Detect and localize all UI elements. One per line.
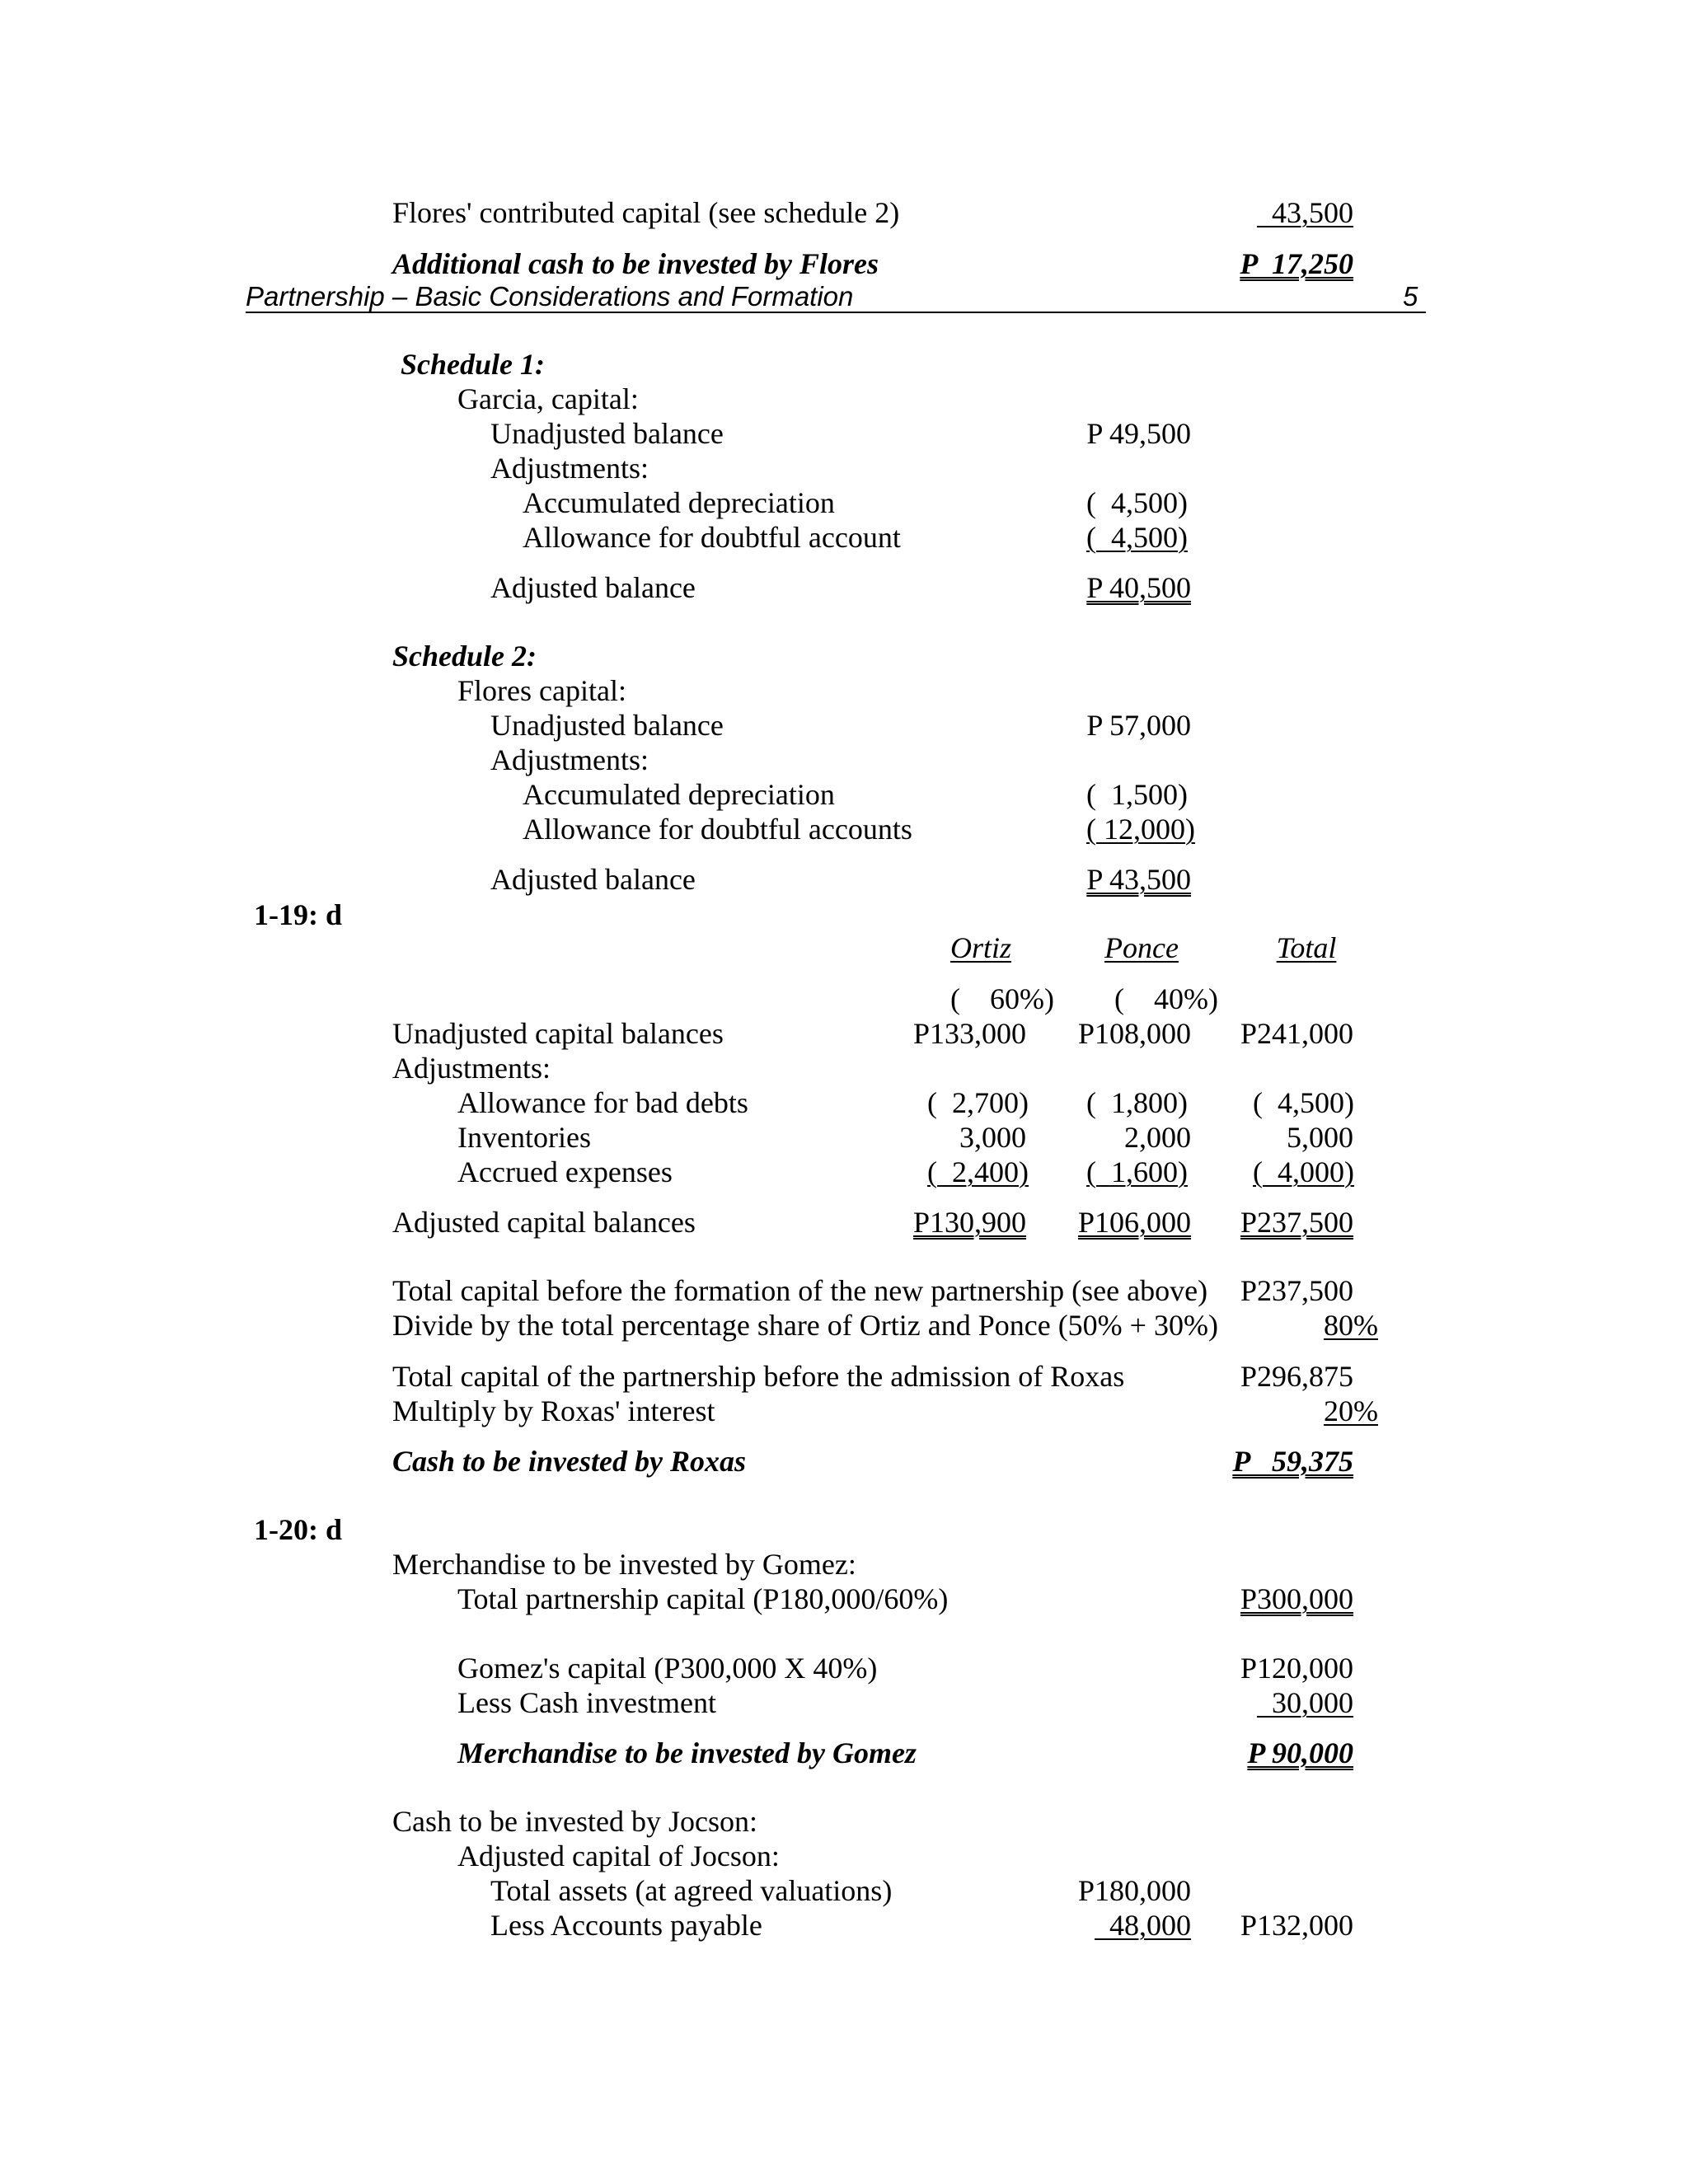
adjustments-label: Adjustments:: [392, 1052, 551, 1085]
divide-label: Divide by the total percentage share of Ortiz and Ponce (50% + 30%): [392, 1309, 1218, 1342]
problem-1-19-label: 1-19: d: [254, 898, 342, 931]
less-cash-value: 30,000: [1257, 1686, 1353, 1719]
schedule1-account: Garcia, capital:: [457, 382, 639, 415]
page-number: 5: [1403, 281, 1418, 312]
accrued-ortiz: ( 2,400): [927, 1155, 1029, 1188]
gomez-capital-label: Gomez's capital (P300,000 X 40%): [457, 1652, 878, 1685]
bad-debts-label: Allowance for bad debts: [457, 1086, 748, 1119]
bad-debts-ortiz: ( 2,700): [927, 1086, 1029, 1119]
problem-1-20-label: 1-20: d: [254, 1513, 342, 1546]
total-capital-label: Total partnership capital (P180,000/60%): [457, 1582, 949, 1615]
adjusted-jocson-label: Adjusted capital of Jocson:: [457, 1840, 780, 1872]
additional-cash-label: Additional cash to be invested by Flores: [392, 247, 879, 280]
adjusted-total: P237,500: [1240, 1206, 1353, 1239]
schedule2-title: Schedule 2:: [392, 640, 537, 673]
accrued-label: Accrued expenses: [457, 1155, 673, 1188]
pct-ortiz: ( 60%): [950, 982, 1054, 1015]
schedule2-account: Flores capital:: [457, 674, 626, 707]
multiply-label: Multiply by Roxas' interest: [392, 1394, 715, 1427]
schedule1-accum-dep-label: Accumulated depreciation: [523, 486, 835, 519]
inventories-ortiz: 3,000: [959, 1121, 1026, 1154]
total-before-value: P237,500: [1240, 1274, 1353, 1307]
adjusted-ponce: P106,000: [1077, 1206, 1191, 1239]
header-rule: [246, 312, 1426, 313]
schedule2-adjusted-value: P 43,500: [1086, 863, 1191, 896]
unadjusted-ortiz: P133,000: [912, 1017, 1026, 1050]
unadjusted-total: P241,000: [1240, 1017, 1353, 1050]
schedule1-adjusted-label: Adjusted balance: [490, 571, 696, 604]
col-ortiz: Ortiz: [950, 931, 1012, 964]
jocson-heading: Cash to be invested by Jocson:: [392, 1805, 757, 1838]
inventories-ponce: 2,000: [1124, 1121, 1191, 1154]
flores-contributed-value: 43,500: [1257, 196, 1353, 229]
multiply-value: 20%: [1324, 1394, 1378, 1427]
total-partnership-label: Total capital of the partnership before the admission of Roxas: [392, 1360, 1125, 1393]
bad-debts-ponce: ( 1,800): [1086, 1086, 1188, 1119]
merch-result-value: P 90,000: [1247, 1736, 1353, 1769]
schedule1-accum-dep-value: ( 4,500): [1086, 486, 1188, 519]
inventories-label: Inventories: [457, 1121, 591, 1154]
additional-cash-value: P 17,250: [1240, 247, 1353, 280]
merch-result-label: Merchandise to be invested by Gomez: [457, 1736, 917, 1769]
schedule2-allowance-label: Allowance for doubtful accounts: [523, 813, 912, 846]
page-header-title: Partnership – Basic Considerations and Formation: [246, 281, 854, 312]
total-assets-value: P180,000: [1077, 1874, 1191, 1907]
schedule1-unadjusted-value: P 49,500: [1086, 417, 1191, 450]
accounts-payable-label: Less Accounts payable: [490, 1909, 762, 1942]
col-total: Total: [1276, 931, 1337, 964]
bad-debts-total: ( 4,500): [1253, 1086, 1354, 1119]
schedule1-unadjusted-label: Unadjusted balance: [490, 417, 724, 450]
schedule1-allowance-value: ( 4,500): [1086, 521, 1188, 554]
total-partnership-value: P296,875: [1240, 1360, 1353, 1393]
accrued-total: ( 4,000): [1253, 1155, 1354, 1188]
accrued-ponce: ( 1,600): [1086, 1155, 1188, 1188]
gomez-capital-value: P120,000: [1240, 1652, 1353, 1685]
schedule2-adjustments-label: Adjustments:: [490, 743, 649, 776]
inventories-total: 5,000: [1287, 1121, 1353, 1154]
schedule2-unadjusted-label: Unadjusted balance: [490, 709, 724, 742]
schedule2-adjusted-label: Adjusted balance: [490, 863, 696, 896]
schedule1-allowance-label: Allowance for doubtful account: [523, 521, 901, 554]
schedule2-accum-dep-value: ( 1,500): [1086, 778, 1188, 811]
schedule1-adjustments-label: Adjustments:: [490, 452, 649, 485]
schedule1-adjusted-value: P 40,500: [1086, 571, 1191, 604]
flores-contributed-label: Flores' contributed capital (see schedule 2): [392, 196, 900, 229]
schedule2-unadjusted-value: P 57,000: [1086, 709, 1191, 742]
cash-roxas-value: P 59,375: [1232, 1445, 1353, 1478]
unadjusted-ponce: P108,000: [1077, 1017, 1191, 1050]
col-ponce: Ponce: [1104, 931, 1179, 964]
pct-ponce: ( 40%): [1114, 982, 1218, 1015]
total-capital-value: P300,000: [1240, 1582, 1353, 1615]
less-cash-label: Less Cash investment: [457, 1686, 716, 1719]
adjusted-ortiz: P130,900: [912, 1206, 1026, 1239]
schedule2-allowance-value: ( 12,000): [1086, 813, 1195, 846]
cash-roxas-label: Cash to be invested by Roxas: [392, 1445, 746, 1478]
merch-heading: Merchandise to be invested by Gomez:: [392, 1548, 856, 1581]
adjusted-capital-label: Adjusted capital balances: [392, 1206, 696, 1239]
schedule2-accum-dep-label: Accumulated depreciation: [523, 778, 835, 811]
total-before-label: Total capital before the formation of the new partnership (see above): [392, 1274, 1208, 1307]
divide-value: 80%: [1324, 1309, 1378, 1342]
jocson-net-value: P132,000: [1240, 1909, 1353, 1942]
accounts-payable-value: 48,000: [1095, 1909, 1191, 1942]
unadjusted-capital-label: Unadjusted capital balances: [392, 1017, 724, 1050]
schedule1-title: Schedule 1:: [401, 348, 545, 381]
total-assets-label: Total assets (at agreed valuations): [490, 1874, 893, 1907]
